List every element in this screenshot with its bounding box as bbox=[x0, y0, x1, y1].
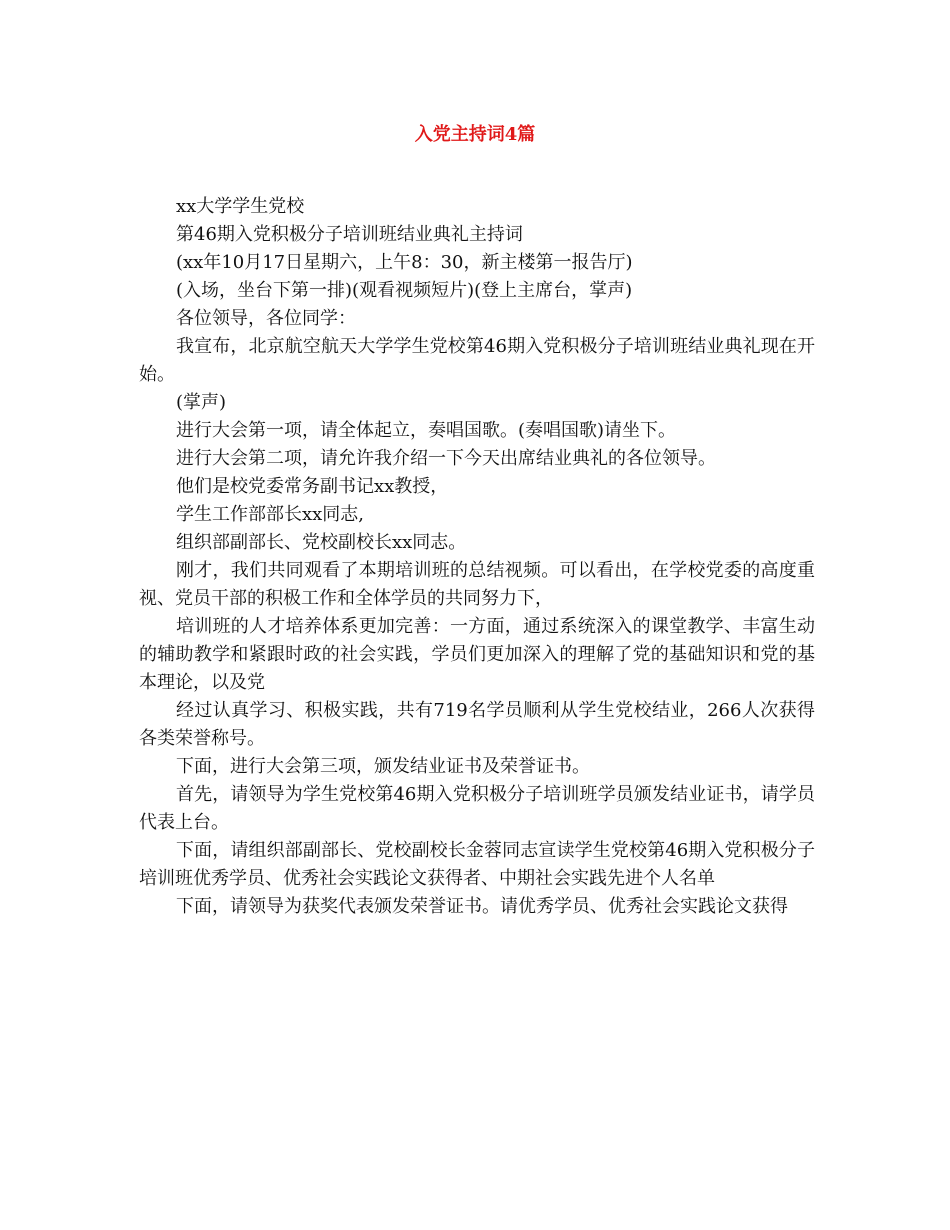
paragraph: 各位领导，各位同学： bbox=[176, 308, 356, 329]
paragraph: 首先，请领导为学生党校第46期入党积极分子培训班学员颁发结业证书，请学员代表上台。 bbox=[139, 784, 815, 833]
paragraph: 下面，请组织部副部长、党校副校长金蓉同志宣读学生党校第46期入党积极分子培训班优秀学员、优秀社会实践论文获得者、中期社会实践先进个人名单 bbox=[139, 840, 815, 889]
paragraph: 第46期入党积极分子培训班结业典礼主持词 bbox=[176, 224, 523, 245]
paragraph: 刚才，我们共同观看了本期培训班的总结视频。可以看出，在学校党委的高度重视、党员干部的积极工作和全体学员的共同努力下， bbox=[139, 560, 815, 609]
paragraph: 进行大会第二项，请允许我介绍一下今天出席结业典礼的各位领导。 bbox=[176, 448, 716, 469]
document-title: 入党主持词4篇 bbox=[414, 124, 536, 145]
paragraph: 下面，进行大会第三项，颁发结业证书及荣誉证书。 bbox=[176, 756, 590, 777]
paragraph: (入场，坐台下第一排)(观看视频短片)(登上主席台，掌声) bbox=[176, 280, 633, 301]
paragraph: 我宣布，北京航空航天大学学生党校第46期入党积极分子培训班结业典礼现在开始。 bbox=[139, 336, 815, 385]
paragraph: 他们是校党委常务副书记xx教授， bbox=[176, 476, 449, 497]
paragraph: (xx年10月17日星期六，上午8：30，新主楼第一报告厅) bbox=[176, 252, 633, 273]
paragraph: 经过认真学习、积极实践，共有719名学员顺利从学生党校结业，266人次获得各类荣誉称号。 bbox=[139, 700, 815, 749]
document-body bbox=[139, 193, 815, 921]
paragraph: 组织部副部长、党校副校长xx同志。 bbox=[176, 532, 467, 553]
paragraph: 学生工作部部长xx同志, bbox=[176, 504, 365, 525]
paragraph: xx大学学生党校 bbox=[176, 196, 305, 217]
paragraph: 进行大会第一项，请全体起立，奏唱国歌。(奏唱国歌)请坐下。 bbox=[176, 420, 677, 441]
paragraph: 培训班的人才培养体系更加完善：一方面，通过系统深入的课堂教学、丰富生动的辅助教学和紧跟时政的社会实践，学员们更加深入的理解了党的基础知识和党的基本理论，以及党 bbox=[139, 616, 815, 693]
paragraph: (掌声) bbox=[176, 392, 227, 413]
paragraph: 下面，请领导为获奖代表颁发荣誉证书。请优秀学员、优秀社会实践论文获得 bbox=[176, 896, 788, 917]
